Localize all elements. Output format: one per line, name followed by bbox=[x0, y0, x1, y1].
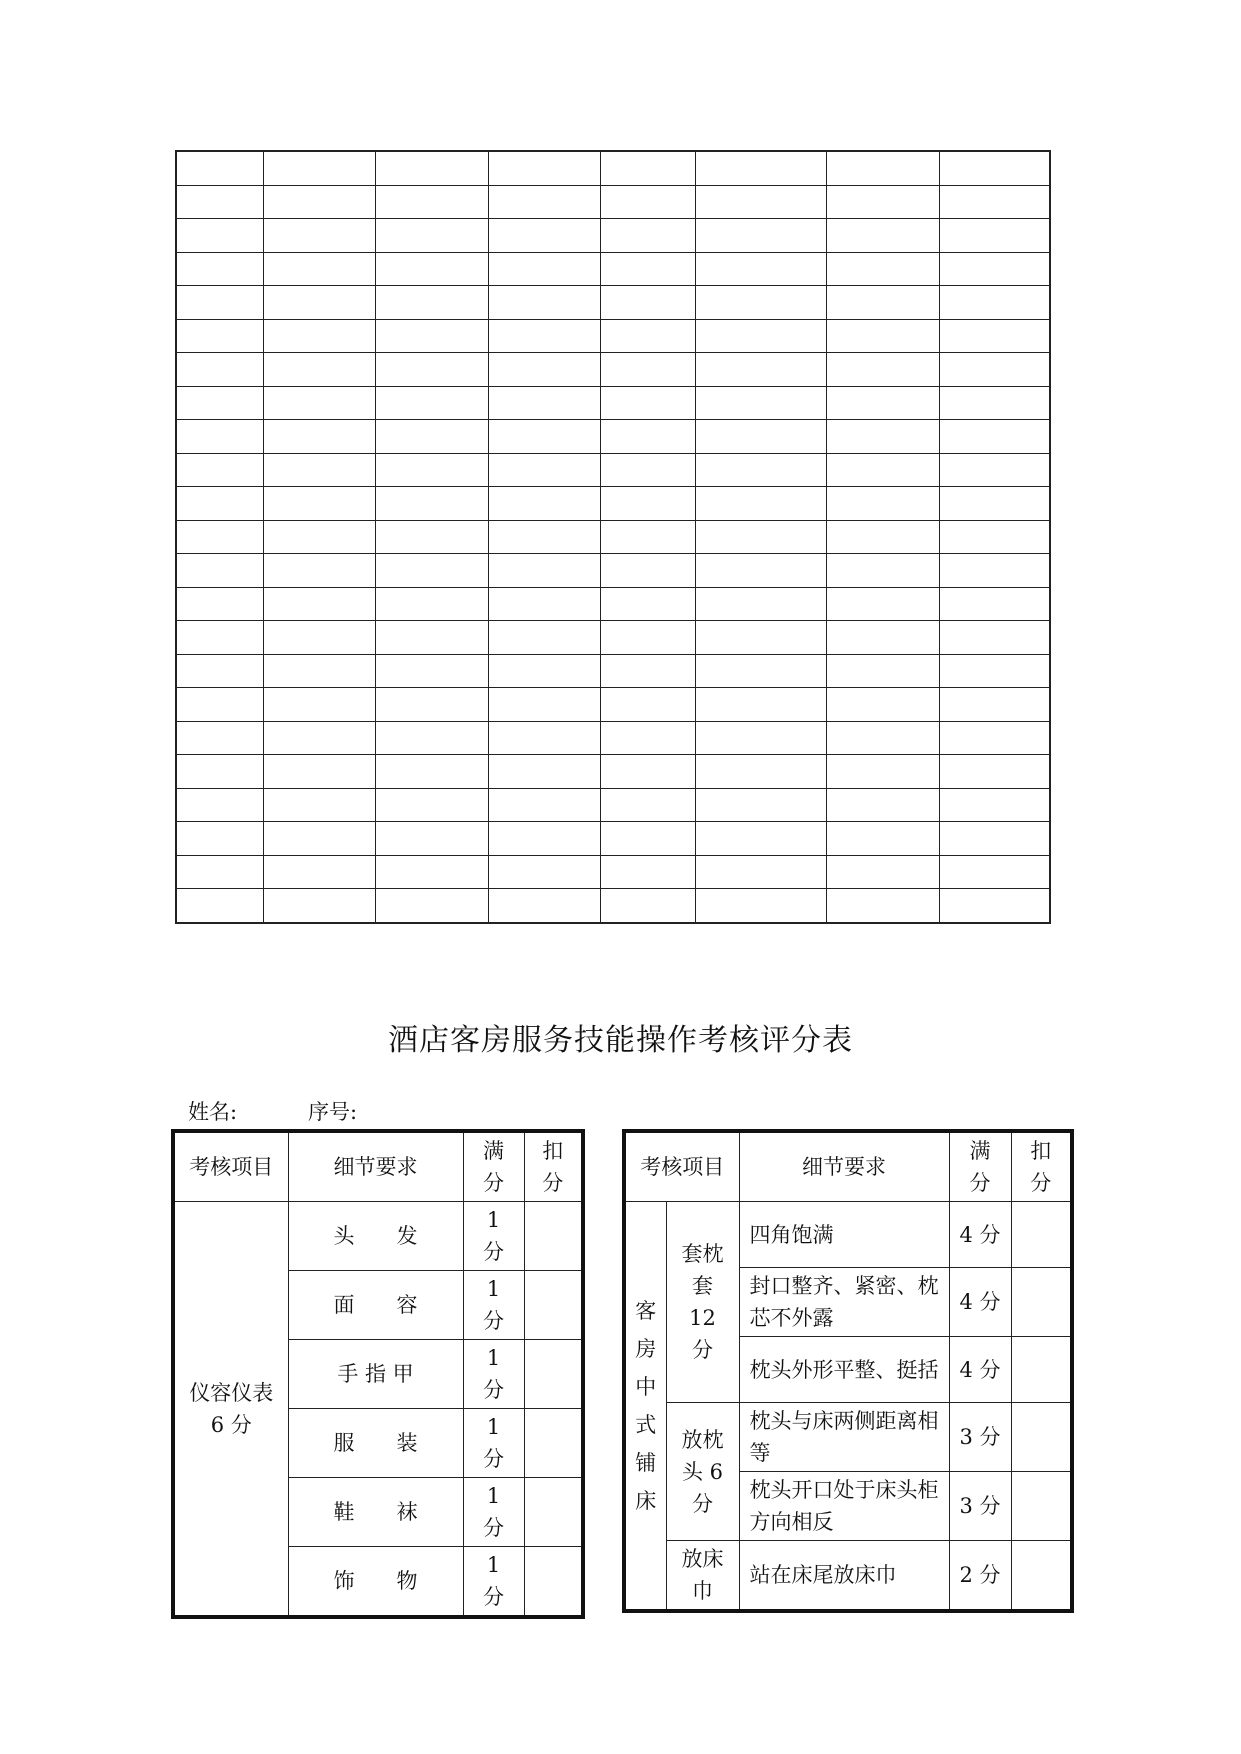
blank-grid-cell[interactable] bbox=[600, 151, 695, 185]
blank-grid-cell[interactable] bbox=[600, 889, 695, 923]
blank-grid-cell[interactable] bbox=[695, 286, 826, 320]
right-full-1-0: 3 分 bbox=[949, 1403, 1011, 1472]
blank-grid-cell[interactable] bbox=[263, 151, 375, 185]
blank-grid-cell[interactable] bbox=[600, 386, 695, 420]
left-header-full bbox=[463, 1131, 524, 1202]
left-full-3 bbox=[463, 1409, 524, 1478]
blank-grid-cell[interactable] bbox=[826, 788, 939, 822]
blank-grid-row bbox=[176, 855, 1050, 889]
blank-grid-cell[interactable] bbox=[488, 889, 600, 923]
right-detail-1-1: 枕头开口处于床头柜方向相反 bbox=[739, 1472, 949, 1541]
left-row-0 bbox=[173, 1202, 583, 1271]
left-full-0-text: 1 分 bbox=[483, 1208, 504, 1264]
blank-grid-cell[interactable] bbox=[375, 621, 488, 655]
right-deduct-0-0[interactable] bbox=[1011, 1202, 1072, 1268]
blank-grid-cell[interactable] bbox=[826, 621, 939, 655]
right-detail-0-1: 封口整齐、紧密、枕芯不外露 bbox=[739, 1268, 949, 1337]
right-group-2-name bbox=[666, 1541, 739, 1612]
blank-grid-cell[interactable] bbox=[375, 185, 488, 219]
blank-grid-cell[interactable] bbox=[826, 587, 939, 621]
blank-grid-cell[interactable] bbox=[939, 487, 1050, 521]
right-header-deduct bbox=[1011, 1131, 1072, 1202]
blank-grid-cell[interactable] bbox=[176, 788, 263, 822]
blank-grid-cell[interactable] bbox=[488, 788, 600, 822]
blank-grid-cell[interactable] bbox=[600, 688, 695, 722]
blank-grid-cell[interactable] bbox=[939, 855, 1050, 889]
blank-grid-cell[interactable] bbox=[600, 621, 695, 655]
name-label: 姓名: bbox=[188, 1100, 238, 1124]
blank-grid-cell[interactable] bbox=[600, 252, 695, 286]
blank-grid-cell[interactable] bbox=[826, 185, 939, 219]
blank-grid-cell[interactable] bbox=[375, 654, 488, 688]
blank-grid-row bbox=[176, 721, 1050, 755]
blank-grid-cell[interactable] bbox=[826, 386, 939, 420]
blank-grid-row bbox=[176, 688, 1050, 722]
blank-grid-row bbox=[176, 151, 1050, 185]
right-header-row bbox=[624, 1131, 1072, 1202]
blank-grid-cell[interactable] bbox=[375, 822, 488, 856]
blank-grid-cell[interactable] bbox=[375, 688, 488, 722]
blank-grid-cell[interactable] bbox=[826, 688, 939, 722]
blank-grid-cell[interactable] bbox=[263, 721, 375, 755]
blank-grid-cell[interactable] bbox=[176, 855, 263, 889]
blank-grid-cell[interactable] bbox=[176, 822, 263, 856]
blank-grid-cell[interactable] bbox=[488, 453, 600, 487]
blank-grid-cell[interactable] bbox=[488, 353, 600, 387]
blank-grid-cell[interactable] bbox=[939, 319, 1050, 353]
right-detail-0-0: 四角饱满 bbox=[739, 1202, 949, 1268]
blank-grid-cell[interactable] bbox=[488, 286, 600, 320]
right-group-0-text: 套枕套 12 分 bbox=[681, 1242, 724, 1362]
blank-grid-cell[interactable] bbox=[488, 487, 600, 521]
right-row-5 bbox=[624, 1541, 1072, 1612]
blank-grid-row bbox=[176, 587, 1050, 621]
right-deduct-2-0[interactable] bbox=[1011, 1541, 1072, 1612]
blank-grid-cell[interactable] bbox=[939, 252, 1050, 286]
blank-grid-cell[interactable] bbox=[826, 453, 939, 487]
blank-grid-cell[interactable] bbox=[176, 353, 263, 387]
blank-grid-cell[interactable] bbox=[176, 252, 263, 286]
blank-grid-cell[interactable] bbox=[375, 889, 488, 923]
blank-grid-cell[interactable] bbox=[600, 520, 695, 554]
blank-grid-cell[interactable] bbox=[263, 420, 375, 454]
blank-grid-cell[interactable] bbox=[826, 420, 939, 454]
blank-grid-cell[interactable] bbox=[939, 151, 1050, 185]
right-group-1-text: 放枕头 6 分 bbox=[681, 1427, 724, 1516]
blank-grid-cell[interactable] bbox=[176, 889, 263, 923]
blank-grid-cell[interactable] bbox=[695, 386, 826, 420]
blank-grid-cell[interactable] bbox=[263, 587, 375, 621]
blank-grid-cell[interactable] bbox=[488, 520, 600, 554]
blank-grid-table bbox=[175, 150, 1051, 924]
blank-grid-cell[interactable] bbox=[375, 219, 488, 253]
blank-grid-cell[interactable] bbox=[488, 721, 600, 755]
blank-grid-row bbox=[176, 487, 1050, 521]
right-deduct-0-2[interactable] bbox=[1011, 1337, 1072, 1403]
blank-grid-cell[interactable] bbox=[263, 453, 375, 487]
blank-grid-cell[interactable] bbox=[263, 755, 375, 789]
blank-grid-row bbox=[176, 889, 1050, 923]
blank-grid-row bbox=[176, 788, 1050, 822]
blank-grid-cell[interactable] bbox=[695, 855, 826, 889]
blank-grid-row bbox=[176, 286, 1050, 320]
blank-grid-cell[interactable] bbox=[176, 420, 263, 454]
blank-grid-cell[interactable] bbox=[600, 788, 695, 822]
blank-grid-cell[interactable] bbox=[939, 755, 1050, 789]
left-deduct-2[interactable] bbox=[524, 1340, 583, 1409]
blank-grid-cell[interactable] bbox=[600, 554, 695, 588]
blank-grid-cell[interactable] bbox=[939, 822, 1050, 856]
blank-grid-cell[interactable] bbox=[375, 587, 488, 621]
blank-grid-cell[interactable] bbox=[263, 554, 375, 588]
blank-grid-cell[interactable] bbox=[488, 688, 600, 722]
blank-grid-row bbox=[176, 755, 1050, 789]
blank-grid-cell[interactable] bbox=[375, 520, 488, 554]
right-deduct-1-1[interactable] bbox=[1011, 1472, 1072, 1541]
blank-grid-cell[interactable] bbox=[939, 420, 1050, 454]
blank-grid-row bbox=[176, 621, 1050, 655]
blank-grid-cell[interactable] bbox=[695, 688, 826, 722]
blank-grid-cell[interactable] bbox=[826, 755, 939, 789]
blank-grid-cell[interactable] bbox=[600, 219, 695, 253]
blank-grid-cell[interactable] bbox=[176, 151, 263, 185]
blank-grid-cell[interactable] bbox=[176, 554, 263, 588]
blank-grid-cell[interactable] bbox=[826, 520, 939, 554]
blank-grid-cell[interactable] bbox=[600, 654, 695, 688]
blank-grid-cell[interactable] bbox=[939, 286, 1050, 320]
blank-grid-cell[interactable] bbox=[695, 654, 826, 688]
left-score-table bbox=[171, 1129, 585, 1619]
blank-grid-cell[interactable] bbox=[939, 185, 1050, 219]
left-full-5 bbox=[463, 1547, 524, 1618]
left-full-1-text: 1 分 bbox=[483, 1277, 504, 1333]
blank-grid-cell[interactable] bbox=[488, 185, 600, 219]
blank-grid-cell[interactable] bbox=[375, 855, 488, 889]
blank-grid-cell[interactable] bbox=[176, 621, 263, 655]
right-group-1-name bbox=[666, 1403, 739, 1541]
right-row-3 bbox=[624, 1403, 1072, 1472]
blank-grid-cell[interactable] bbox=[695, 554, 826, 588]
blank-grid-cell[interactable] bbox=[488, 755, 600, 789]
right-full-1-1: 3 分 bbox=[949, 1472, 1011, 1541]
blank-grid-cell[interactable] bbox=[939, 621, 1050, 655]
blank-grid-row bbox=[176, 822, 1050, 856]
blank-grid-cell[interactable] bbox=[488, 219, 600, 253]
blank-grid-cell[interactable] bbox=[176, 219, 263, 253]
right-detail-1-0: 枕头与床两侧距离相等 bbox=[739, 1403, 949, 1472]
left-category-line1: 仪容仪表 bbox=[189, 1380, 274, 1405]
left-header-deduct-text: 扣分 bbox=[542, 1139, 564, 1195]
blank-grid-cell[interactable] bbox=[826, 219, 939, 253]
blank-grid-cell[interactable] bbox=[263, 688, 375, 722]
blank-grid-cell[interactable] bbox=[488, 654, 600, 688]
right-group-0-name bbox=[666, 1202, 739, 1403]
blank-grid-cell[interactable] bbox=[176, 654, 263, 688]
blank-grid-cell[interactable] bbox=[263, 520, 375, 554]
blank-grid-cell[interactable] bbox=[488, 386, 600, 420]
blank-grid-cell[interactable] bbox=[263, 621, 375, 655]
blank-grid-row bbox=[176, 252, 1050, 286]
blank-grid-cell[interactable] bbox=[488, 420, 600, 454]
blank-grid-cell[interactable] bbox=[263, 487, 375, 521]
blank-grid-cell[interactable] bbox=[826, 554, 939, 588]
blank-grid-cell[interactable] bbox=[695, 721, 826, 755]
blank-grid-cell[interactable] bbox=[600, 587, 695, 621]
blank-grid-cell[interactable] bbox=[375, 788, 488, 822]
blank-grid-cell[interactable] bbox=[375, 554, 488, 588]
left-header-item: 考核项目 bbox=[173, 1131, 288, 1202]
blank-grid-cell[interactable] bbox=[263, 286, 375, 320]
blank-grid-cell[interactable] bbox=[939, 889, 1050, 923]
blank-grid-cell[interactable] bbox=[695, 755, 826, 789]
blank-grid-cell[interactable] bbox=[939, 587, 1050, 621]
blank-grid-cell[interactable] bbox=[263, 889, 375, 923]
blank-grid-cell[interactable] bbox=[695, 319, 826, 353]
blank-grid-cell[interactable] bbox=[695, 621, 826, 655]
left-deduct-5[interactable] bbox=[524, 1547, 583, 1618]
blank-grid-cell[interactable] bbox=[826, 822, 939, 856]
blank-grid-cell[interactable] bbox=[375, 151, 488, 185]
blank-grid-cell[interactable] bbox=[826, 654, 939, 688]
blank-grid-cell[interactable] bbox=[263, 319, 375, 353]
left-header-deduct bbox=[524, 1131, 583, 1202]
blank-grid-cell[interactable] bbox=[939, 721, 1050, 755]
blank-grid-cell[interactable] bbox=[176, 319, 263, 353]
right-score-table bbox=[622, 1129, 1074, 1613]
left-detail-5: 饰 物 bbox=[288, 1547, 463, 1618]
blank-grid-row bbox=[176, 520, 1050, 554]
blank-grid-cell[interactable] bbox=[263, 788, 375, 822]
seq-label: 序号: bbox=[308, 1100, 358, 1124]
right-full-0-1: 4 分 bbox=[949, 1268, 1011, 1337]
left-full-2-text: 1 分 bbox=[483, 1346, 504, 1402]
right-full-0-0: 4 分 bbox=[949, 1202, 1011, 1268]
blank-grid-cell[interactable] bbox=[488, 151, 600, 185]
blank-grid-cell[interactable] bbox=[263, 185, 375, 219]
blank-grid-row bbox=[176, 554, 1050, 588]
right-header-full-text: 满分 bbox=[969, 1139, 991, 1195]
left-deduct-1[interactable] bbox=[524, 1271, 583, 1340]
left-detail-2: 手 指 甲 bbox=[288, 1340, 463, 1409]
blank-grid-cell[interactable] bbox=[176, 721, 263, 755]
blank-grid-cell[interactable] bbox=[695, 587, 826, 621]
blank-grid-cell[interactable] bbox=[176, 286, 263, 320]
blank-grid-cell[interactable] bbox=[375, 286, 488, 320]
left-deduct-3[interactable] bbox=[524, 1409, 583, 1478]
blank-grid-cell[interactable] bbox=[375, 420, 488, 454]
page-title: 酒店客房服务技能操作考核评分表 bbox=[388, 1023, 853, 1058]
blank-grid-cell[interactable] bbox=[600, 453, 695, 487]
left-full-0 bbox=[463, 1202, 524, 1271]
blank-grid-cell[interactable] bbox=[176, 185, 263, 219]
left-category-cell bbox=[173, 1202, 288, 1618]
blank-grid-cell[interactable] bbox=[176, 386, 263, 420]
blank-grid-cell[interactable] bbox=[695, 420, 826, 454]
blank-grid-row bbox=[176, 453, 1050, 487]
right-category-text: 客房中式铺床 bbox=[635, 1298, 657, 1513]
blank-grid-cell[interactable] bbox=[695, 252, 826, 286]
left-full-4 bbox=[463, 1478, 524, 1547]
blank-grid-cell[interactable] bbox=[375, 453, 488, 487]
blank-grid-cell[interactable] bbox=[375, 721, 488, 755]
blank-grid-cell[interactable] bbox=[263, 654, 375, 688]
blank-grid-row bbox=[176, 654, 1050, 688]
right-full-0-2: 4 分 bbox=[949, 1337, 1011, 1403]
left-header-detail: 细节要求 bbox=[288, 1131, 463, 1202]
blank-grid-cell[interactable] bbox=[176, 688, 263, 722]
blank-grid-cell[interactable] bbox=[488, 822, 600, 856]
blank-grid-cell[interactable] bbox=[176, 755, 263, 789]
blank-grid-cell[interactable] bbox=[695, 185, 826, 219]
blank-grid-cell[interactable] bbox=[826, 252, 939, 286]
left-full-1 bbox=[463, 1271, 524, 1340]
right-full-2-0: 2 分 bbox=[949, 1541, 1011, 1612]
blank-grid-cell[interactable] bbox=[600, 855, 695, 889]
blank-grid-cell[interactable] bbox=[600, 185, 695, 219]
blank-grid-cell[interactable] bbox=[939, 386, 1050, 420]
left-full-2 bbox=[463, 1340, 524, 1409]
blank-grid-cell[interactable] bbox=[600, 721, 695, 755]
blank-grid-cell[interactable] bbox=[488, 319, 600, 353]
blank-grid-cell[interactable] bbox=[600, 487, 695, 521]
blank-grid-cell[interactable] bbox=[939, 654, 1050, 688]
left-deduct-0[interactable] bbox=[524, 1202, 583, 1271]
blank-grid-cell[interactable] bbox=[939, 554, 1050, 588]
left-full-4-text: 1 分 bbox=[483, 1484, 504, 1540]
blank-grid-row bbox=[176, 353, 1050, 387]
blank-grid-cell[interactable] bbox=[826, 151, 939, 185]
blank-grid-row bbox=[176, 386, 1050, 420]
blank-grid-row bbox=[176, 185, 1050, 219]
blank-grid-cell[interactable] bbox=[600, 353, 695, 387]
right-header-full bbox=[949, 1131, 1011, 1202]
blank-grid-cell[interactable] bbox=[375, 386, 488, 420]
blank-grid-cell[interactable] bbox=[939, 219, 1050, 253]
blank-grid-cell[interactable] bbox=[826, 889, 939, 923]
right-deduct-0-1[interactable] bbox=[1011, 1268, 1072, 1337]
blank-grid-cell[interactable] bbox=[263, 219, 375, 253]
blank-grid-cell[interactable] bbox=[375, 755, 488, 789]
blank-grid-cell[interactable] bbox=[826, 487, 939, 521]
blank-grid-row bbox=[176, 219, 1050, 253]
blank-grid-cell[interactable] bbox=[375, 252, 488, 286]
blank-grid-cell[interactable] bbox=[488, 587, 600, 621]
blank-grid-cell[interactable] bbox=[939, 453, 1050, 487]
left-deduct-4[interactable] bbox=[524, 1478, 583, 1547]
blank-grid-cell[interactable] bbox=[600, 286, 695, 320]
blank-grid-cell[interactable] bbox=[600, 822, 695, 856]
blank-grid-row bbox=[176, 420, 1050, 454]
left-header-full-text: 满分 bbox=[483, 1139, 504, 1195]
right-header-deduct-text: 扣分 bbox=[1030, 1139, 1052, 1195]
blank-grid-cell[interactable] bbox=[375, 353, 488, 387]
blank-grid-cell[interactable] bbox=[939, 788, 1050, 822]
blank-grid-cell[interactable] bbox=[375, 487, 488, 521]
blank-grid-cell[interactable] bbox=[826, 353, 939, 387]
left-full-5-text: 1 分 bbox=[483, 1553, 504, 1609]
blank-grid-cell[interactable] bbox=[263, 353, 375, 387]
right-header-detail: 细节要求 bbox=[739, 1131, 949, 1202]
left-header-row bbox=[173, 1131, 583, 1202]
blank-grid-cell[interactable] bbox=[695, 453, 826, 487]
right-detail-0-2: 枕头外形平整、挺括 bbox=[739, 1337, 949, 1403]
blank-grid-cell[interactable] bbox=[695, 822, 826, 856]
blank-grid-cell[interactable] bbox=[826, 855, 939, 889]
blank-grid-body bbox=[176, 151, 1050, 923]
blank-grid-cell[interactable] bbox=[375, 319, 488, 353]
blank-grid-cell[interactable] bbox=[695, 520, 826, 554]
blank-grid-cell[interactable] bbox=[826, 286, 939, 320]
left-detail-3: 服 装 bbox=[288, 1409, 463, 1478]
blank-grid-cell[interactable] bbox=[263, 855, 375, 889]
blank-grid-cell[interactable] bbox=[176, 520, 263, 554]
left-detail-4: 鞋 袜 bbox=[288, 1478, 463, 1547]
left-detail-0: 头 发 bbox=[288, 1202, 463, 1271]
blank-grid-cell[interactable] bbox=[826, 721, 939, 755]
right-group-2-text: 放床巾 bbox=[681, 1547, 724, 1603]
blank-grid-cell[interactable] bbox=[826, 319, 939, 353]
blank-grid-cell[interactable] bbox=[176, 487, 263, 521]
blank-grid-cell[interactable] bbox=[695, 219, 826, 253]
blank-grid-cell[interactable] bbox=[176, 587, 263, 621]
left-detail-1: 面 容 bbox=[288, 1271, 463, 1340]
right-row-0 bbox=[624, 1202, 1072, 1268]
left-full-3-text: 1 分 bbox=[483, 1415, 504, 1471]
blank-grid-cell[interactable] bbox=[488, 621, 600, 655]
right-detail-2-0: 站在床尾放床巾 bbox=[739, 1541, 949, 1612]
blank-grid-cell[interactable] bbox=[488, 554, 600, 588]
blank-grid-cell[interactable] bbox=[939, 520, 1050, 554]
right-header-item: 考核项目 bbox=[624, 1131, 739, 1202]
blank-grid-cell[interactable] bbox=[695, 487, 826, 521]
blank-grid-cell[interactable] bbox=[600, 420, 695, 454]
left-category-line2: 6 分 bbox=[210, 1412, 252, 1437]
blank-grid-cell[interactable] bbox=[939, 688, 1050, 722]
blank-grid-cell[interactable] bbox=[600, 755, 695, 789]
blank-grid-cell[interactable] bbox=[695, 788, 826, 822]
blank-grid-cell[interactable] bbox=[695, 353, 826, 387]
blank-grid-row bbox=[176, 319, 1050, 353]
blank-grid-cell[interactable] bbox=[939, 353, 1050, 387]
blank-grid-cell[interactable] bbox=[263, 386, 375, 420]
right-category-cell bbox=[624, 1202, 666, 1612]
blank-grid-cell[interactable] bbox=[263, 252, 375, 286]
blank-grid-cell[interactable] bbox=[695, 151, 826, 185]
blank-grid-cell[interactable] bbox=[488, 252, 600, 286]
blank-grid-cell[interactable] bbox=[600, 319, 695, 353]
blank-grid-cell[interactable] bbox=[176, 453, 263, 487]
right-deduct-1-0[interactable] bbox=[1011, 1403, 1072, 1472]
blank-grid-cell[interactable] bbox=[695, 889, 826, 923]
blank-grid-cell[interactable] bbox=[488, 855, 600, 889]
blank-grid-cell[interactable] bbox=[263, 822, 375, 856]
